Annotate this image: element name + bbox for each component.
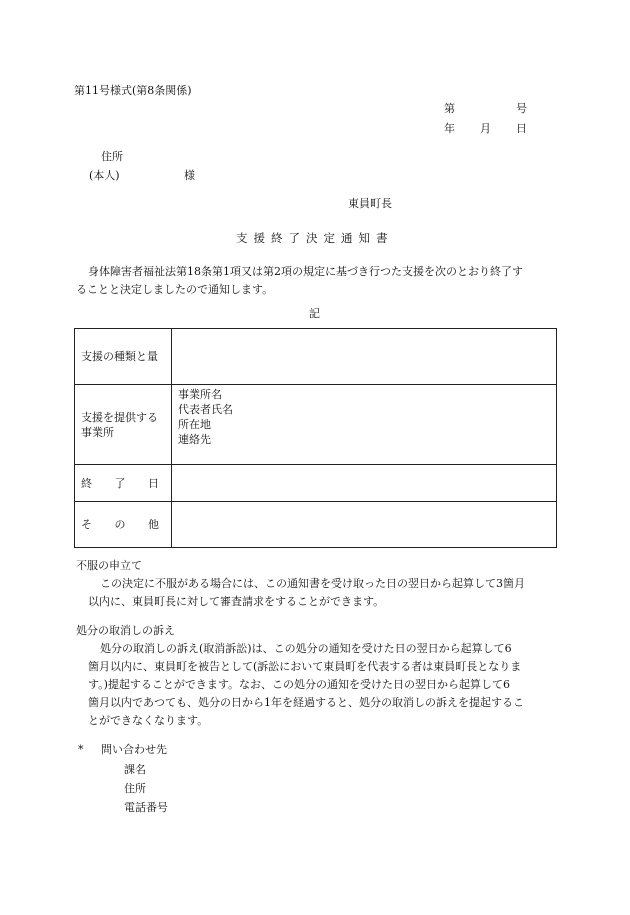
end-date-char-3: 日 <box>148 476 159 490</box>
contact-phone: 電話番号 <box>124 801 168 814</box>
provider-label-line-1: 支援を提供する <box>81 410 158 424</box>
provider-field-name: 事業所名 <box>178 388 222 401</box>
other-char-3: 他 <box>148 518 159 531</box>
document-number-suffix: 号 <box>516 102 527 115</box>
intro-paragraph <box>76 263 523 299</box>
lawsuit-line-2: 箇月以内に、東員町を被告として(訴訟において東員町を代表する者は東員町長となりま <box>88 660 522 673</box>
lawsuit-paragraph <box>88 640 524 730</box>
objection-heading: 不服の申立て <box>76 559 142 572</box>
contact-department: 課名 <box>124 763 146 776</box>
provider-field-contact: 連絡先 <box>178 433 211 446</box>
intro-line-1: 身体障害者福祉法第18条第1項又は第2項の規定に基づき行つた支援を次のとおり終了す <box>88 265 523 278</box>
end-date-label <box>75 465 172 502</box>
objection-paragraph <box>88 575 525 611</box>
provider-label-line-2: 事業所 <box>81 425 114 439</box>
contact-address: 住所 <box>124 782 146 795</box>
lawsuit-line-1: 処分の取消しの訴え(取消訴訟)は、この処分の通知を受けた日の翌日から起算して6 <box>100 642 512 655</box>
other-char-2: の <box>114 518 126 531</box>
sender-name: 東員町長 <box>348 197 392 210</box>
table-row <box>75 385 557 465</box>
table-row <box>75 465 557 502</box>
date-year-label: 年 <box>444 122 455 135</box>
objection-line-2: 以内に、東員町長に対して審査請求をすることができます。 <box>88 595 385 608</box>
lawsuit-line-4: 箇月以内であつても、処分の日から1年を経過すると、処分の取消しの訴えを提起するこ <box>88 696 524 709</box>
date-day-label: 日 <box>516 122 527 135</box>
lawsuit-line-5: とができなくなります。 <box>88 714 209 727</box>
addressee-name-label: (本人) <box>89 169 120 182</box>
document-number-prefix: 第 <box>444 102 455 115</box>
contact-heading: 問い合わせ先 <box>101 743 167 756</box>
other-char-1: そ <box>81 518 92 531</box>
lawsuit-heading: 処分の取消しの訴え <box>76 624 175 637</box>
support-type-value <box>172 329 557 385</box>
provider-field-address: 所在地 <box>178 418 211 431</box>
provider-field-representative: 代表者氏名 <box>178 403 233 416</box>
ki-label: 記 <box>309 307 320 320</box>
lawsuit-line-3: す。)提起することができます。なお、この処分の通知を受けた日の翌日から起算して6 <box>88 678 511 691</box>
support-type-label: 支援の種類と量 <box>75 329 172 385</box>
end-date-char-2: 了 <box>114 476 126 490</box>
provider-details <box>172 385 557 465</box>
end-date-char-1: 終 <box>81 476 92 490</box>
addressee-address-label: 住所 <box>101 150 123 163</box>
end-date-value <box>172 465 557 502</box>
form-number-label: 第11号様式(第8条関係) <box>74 84 192 97</box>
date-month-label: 月 <box>480 122 491 135</box>
table-row <box>75 329 557 385</box>
other-label <box>75 502 172 548</box>
document-title: 支援終了決定通知書 <box>236 231 394 245</box>
honorific: 様 <box>184 169 195 182</box>
objection-line-1: この決定に不服がある場合には、この通知書を受け取った日の翌日から起算して3箇月 <box>100 577 525 590</box>
other-value <box>172 502 557 548</box>
provider-label <box>75 385 172 465</box>
intro-line-2: ることと決定しましたので通知します。 <box>76 283 274 296</box>
table-row <box>75 502 557 548</box>
support-details-table <box>74 328 557 548</box>
asterisk-mark: * <box>78 743 84 756</box>
